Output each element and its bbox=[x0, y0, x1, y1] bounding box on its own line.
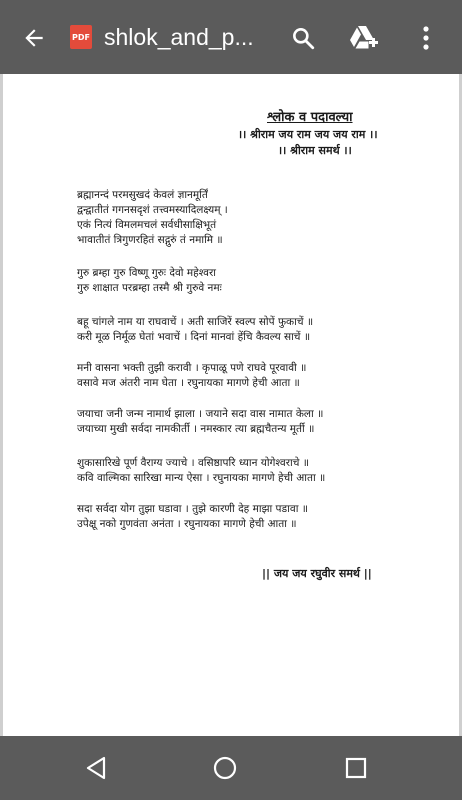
stanza bbox=[77, 456, 325, 486]
nav-recents-button[interactable] bbox=[336, 750, 376, 786]
search-button[interactable] bbox=[283, 18, 323, 58]
verse-line: जयाचा जनी जन्म नामार्थ झाला । जयाने सदा वास नामात केला ॥ bbox=[77, 408, 324, 420]
verse-line: एकं नित्यं विमलमचलं सर्वधीसाक्षिभूतं bbox=[77, 219, 217, 231]
document-title: shlok_and_p... bbox=[104, 24, 254, 50]
verse-line: कवि वाल्मिका सारिखा मान्य ऐसा । रघुनायका मागणे हेची आता ॥ bbox=[77, 472, 326, 484]
verse-line: वसावे मज अंतरी नाम घेता । रघुनायका मागणे हेची आता ॥ bbox=[77, 377, 300, 389]
nav-recents-icon bbox=[344, 756, 368, 780]
verse-line: ब्रह्मानन्दं परमसुखदं केवलं ज्ञानमूर्तिं bbox=[77, 189, 208, 201]
verse-line: करी मूळ निर्मूळ घेतां भवाचें । दिनां मानवां हेंचि कैवल्य साचें ॥ bbox=[77, 331, 311, 343]
verse-line: शुकासारिखे पूर्ण वैराग्य ज्याचे । वसिष्ठापरि ध्यान योगेश्वराचे ॥ bbox=[77, 457, 310, 469]
verse-line: द्वन्द्वातीतं गगनसदृशं तत्त्वमस्यादिलक्ष्यम् । bbox=[77, 204, 228, 216]
more-vert-icon bbox=[422, 25, 430, 51]
stanza bbox=[77, 315, 313, 345]
google-drive-add-icon bbox=[349, 24, 379, 52]
verse-line: गुरु शाक्षात परब्रम्हा तस्मै श्री गुरुवे नमः bbox=[77, 282, 222, 294]
verse-line: बहू चांगले नाम या राघवाचें । अती साजिरें स्वल्प सोपें फुकाचें ॥ bbox=[77, 316, 314, 328]
document-subheading: ।। श्रीराम जय राम जय जय राम ।। bbox=[238, 128, 378, 141]
stanza bbox=[77, 361, 306, 391]
nav-home-button[interactable] bbox=[205, 750, 245, 786]
app-toolbar bbox=[0, 0, 462, 74]
stanza bbox=[77, 502, 308, 532]
document-closing: || जय जय रघुवीर समर्थ || bbox=[262, 567, 372, 580]
verse-line: सदा सर्वदा योग तुझा घडावा । तुझे कारणी देह माझा पडावा ॥ bbox=[77, 503, 309, 515]
document-heading: श्लोक व पदावल्या bbox=[267, 110, 353, 125]
nav-back-button[interactable] bbox=[76, 750, 116, 786]
verse-line: जयाच्या मुखी सर्वदा नामकीर्ती । नमस्कार त्या ब्रह्मचैतन्य मूर्ती ॥ bbox=[77, 423, 315, 435]
document-subheading: ।। श्रीराम समर्थ ।। bbox=[278, 144, 352, 157]
arrow-back-icon bbox=[21, 25, 47, 51]
back-button[interactable] bbox=[12, 20, 56, 56]
verse-line: गुरु ब्रम्हा गुरु विष्णू गुरुः देवो महेश्वरा bbox=[77, 267, 217, 279]
add-to-drive-button[interactable] bbox=[344, 18, 384, 58]
search-icon bbox=[290, 25, 316, 51]
stanza bbox=[77, 188, 228, 248]
verse-line: भावातीतं त्रिगुणरहितं सद्गुरुं तं नमामि ॥ bbox=[77, 234, 223, 246]
verse-line: उपेक्षू नको गुणवंता अनंता । रघुनायका मागणे हेची आता ॥ bbox=[77, 518, 297, 530]
stanza bbox=[77, 266, 222, 296]
system-navigation-bar bbox=[0, 736, 462, 800]
pdf-file-icon: PDF bbox=[70, 25, 92, 49]
nav-back-icon bbox=[84, 755, 108, 781]
pdf-page[interactable] bbox=[0, 74, 462, 736]
more-options-button[interactable] bbox=[408, 18, 444, 58]
verse-line: मनी वासना भक्ती तुझी करावी । कृपाळू पणे राघवे पूरवावी ॥ bbox=[77, 362, 307, 374]
stanza bbox=[77, 407, 323, 437]
nav-home-icon bbox=[212, 755, 238, 781]
